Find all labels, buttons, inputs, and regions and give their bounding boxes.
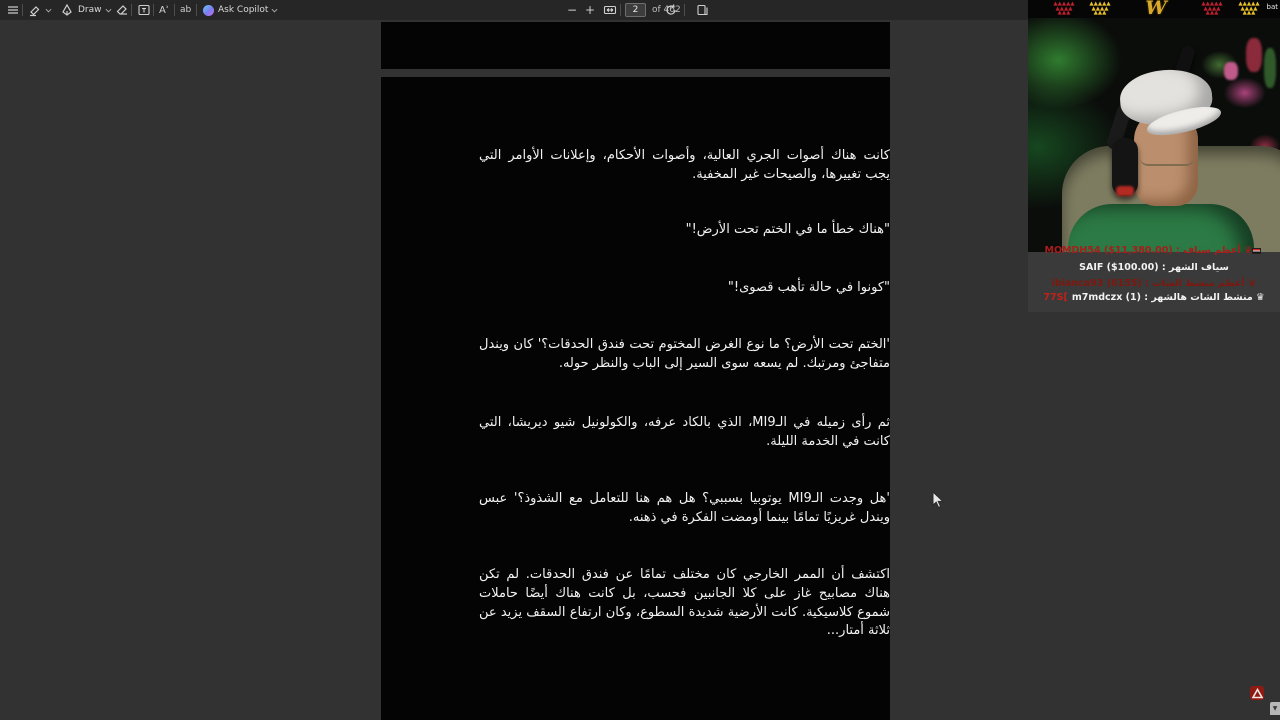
paragraph: ثم رأى زميله في الـMI9، الذي بالكاد عرفه، والكولونيل شيو ديريشا، التي كانت في الخدمة الليلة. xyxy=(479,415,890,449)
webcam-overlay xyxy=(1028,0,1280,312)
toolbar-separator xyxy=(684,4,685,16)
chatter-of-month-line xyxy=(1028,292,1280,304)
draw-tool-button[interactable] xyxy=(60,2,112,18)
translate-button[interactable] xyxy=(180,2,191,18)
page-number-input[interactable] xyxy=(625,3,646,17)
read-aloud-glyph: Aʾ xyxy=(159,4,169,16)
chatter-suffix: 77S[ xyxy=(1043,292,1068,303)
toolbar-separator xyxy=(153,4,154,16)
minus-icon: − xyxy=(567,3,578,17)
triangle-pattern: ▲▲▲▲▲ ▲▲▲▲ ▲▲▲ xyxy=(1201,1,1223,16)
chevron-down-icon[interactable] xyxy=(45,7,52,14)
fit-to-width-button[interactable] xyxy=(603,2,617,18)
headphone-red-light xyxy=(1116,186,1134,196)
gifter-of-month-line: سياف الشهر : SAIF ($100.00) xyxy=(1079,262,1229,273)
acrobat-pdf-icon[interactable] xyxy=(1250,686,1264,700)
triangle-pattern: ▲▲▲▲▲ ▲▲▲▲ ▲▲▲ xyxy=(1238,1,1260,16)
webcam-decorative-border xyxy=(1028,0,1280,18)
corner-badge-text: bat xyxy=(1266,3,1278,11)
stream-stats-panel xyxy=(1028,245,1280,312)
toolbar-separator xyxy=(131,4,132,16)
copilot-icon xyxy=(203,5,214,16)
paragraph: 'هل وجدت الـMI9 يوتوبيا بسببي؟ هل هم هنا للتعامل مع الشذوذ؟' عبس ويندل غريزيًا تمامًا بينما أومضت الفكرة في ذهنه. xyxy=(479,491,890,525)
pdf-page-2 xyxy=(381,77,890,720)
ask-copilot-button[interactable] xyxy=(203,2,278,18)
page-count-label: of 462 xyxy=(652,5,681,15)
pdf-page-1-fragment xyxy=(381,22,890,69)
toolbar-separator xyxy=(196,4,197,16)
page-view-button[interactable] xyxy=(696,2,710,18)
chevron-down-icon[interactable] xyxy=(271,7,278,14)
ask-copilot-label: Ask Copilot xyxy=(218,5,269,15)
stream-logo: W xyxy=(1145,0,1167,18)
chevron-down-icon[interactable] xyxy=(105,7,112,14)
flag-icon xyxy=(1252,248,1261,254)
paragraph: "كونوا في حالة تأهب قصوى!" xyxy=(727,280,890,295)
background-figure xyxy=(1264,48,1276,88)
top-gifter-line: ♛ أعظم سياف : MOMDH54 ($11,380.00) xyxy=(1028,245,1280,257)
toolbar-separator xyxy=(174,4,175,16)
toolbar-separator xyxy=(620,4,621,16)
add-text-tool-button[interactable] xyxy=(137,2,151,18)
eraser-tool-button[interactable] xyxy=(115,2,129,18)
triangle-pattern: ▲▲▲▲▲ ▲▲▲▲ ▲▲▲ xyxy=(1089,1,1111,16)
hidden-panel-grip[interactable]: ▼ xyxy=(1270,702,1280,715)
mouse-cursor xyxy=(932,491,944,513)
rotate-pages-button[interactable] xyxy=(664,2,678,18)
paragraph: كانت هناك أصوات الجري العالية، وأصوات الأحكام، وإعلانات الأوامر التي يجب تغييرها، والصيحات غير المخفية. xyxy=(479,148,890,182)
zoom-in-button[interactable] xyxy=(585,2,595,18)
webcam-video xyxy=(1028,18,1280,252)
draw-label: Draw xyxy=(78,5,102,15)
background-figure xyxy=(1246,38,1262,72)
page-number-value: 2 xyxy=(632,5,639,15)
top-chatter-line: ♛ أعظم منشط الشات : ibianca93 (6155) xyxy=(1051,278,1257,289)
paragraph: "هناك خطأ ما في الختم تحت الأرض!" xyxy=(685,222,890,237)
highlighter-tool-button[interactable] xyxy=(28,2,52,18)
read-aloud-button[interactable] xyxy=(159,2,169,18)
background-figure xyxy=(1224,62,1238,80)
translate-glyph: ab xyxy=(180,5,192,15)
zoom-out-button[interactable] xyxy=(567,2,577,18)
paragraph: 'الختم تحت الأرض؟ ما نوع الغرض المختوم تحت فندق الحدقات؟' كان ويندل متفاجئ ومرتبك. لم يسعه سوى السير إلى الباب والنظر حوله. xyxy=(479,337,890,371)
chatter-main: ♛ منشط الشات هالشهر : m7mdczx (1) xyxy=(1071,292,1265,303)
paragraph: اكتشف أن الممر الخارجي كان مختلف تمامًا عن فندق الحدقات. لم تكن هناك مصابيح غاز على كلا الجانبين فحسب، بل كانت هناك أيضًا حاملات شموع كلاسيكية. كانت الأرضية شديدة السطوع، وكان ارتفاع السقف يزيد عن ثلاثة أمتار... xyxy=(479,567,890,639)
glasses xyxy=(1140,154,1194,166)
table-of-contents-icon[interactable] xyxy=(6,2,20,18)
plus-icon: + xyxy=(585,3,596,17)
toolbar-separator xyxy=(22,4,23,16)
triangle-pattern: ▲▲▲▲▲ ▲▲▲▲ ▲▲▲ xyxy=(1053,1,1075,16)
